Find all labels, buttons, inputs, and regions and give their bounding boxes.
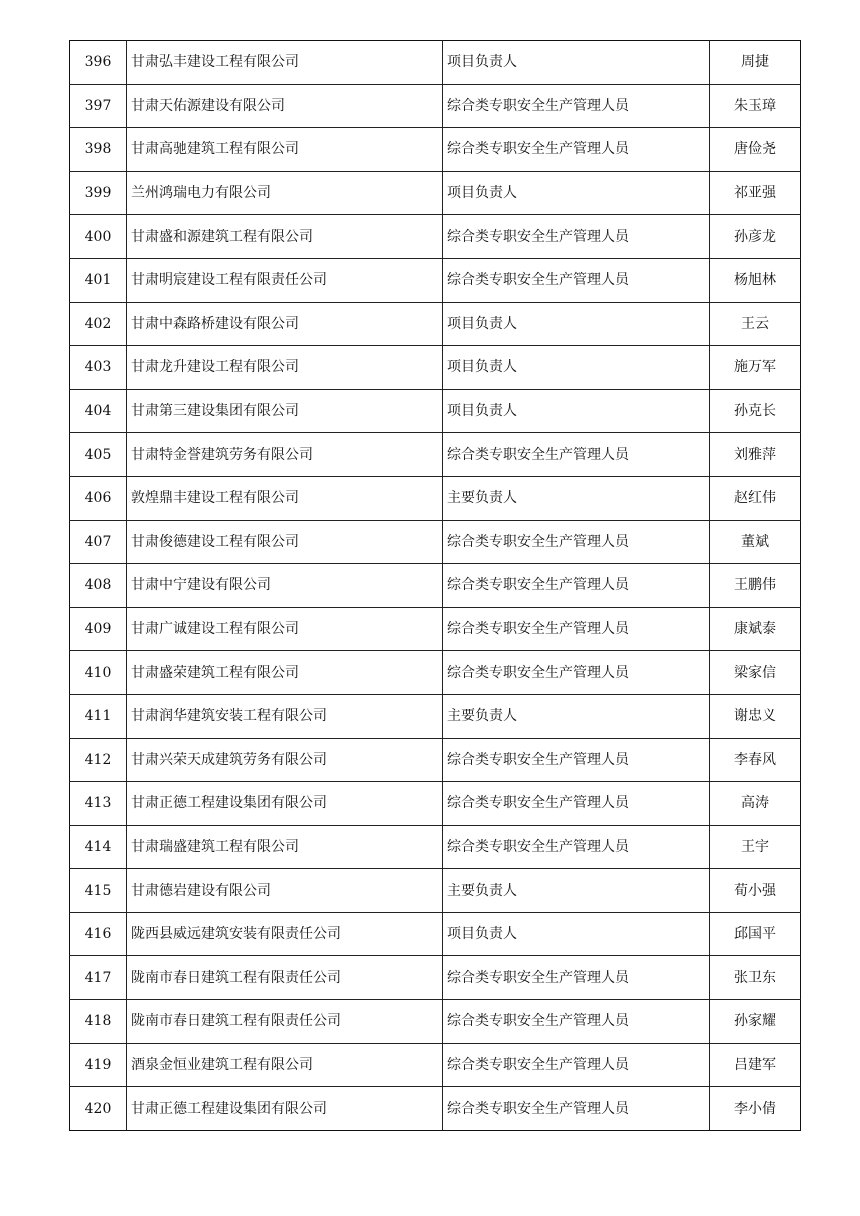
table-row [70, 389, 801, 433]
row-number-cell: 399 [70, 171, 127, 215]
table-row [70, 782, 801, 826]
company-cell: 甘肃润华建筑安装工程有限公司 [127, 694, 443, 738]
row-number-cell: 406 [70, 476, 127, 520]
company-cell: 甘肃正德工程建设集团有限公司 [127, 782, 443, 826]
company-cell: 甘肃广诚建设工程有限公司 [127, 607, 443, 651]
person-name-cell: 孙彦龙 [710, 215, 801, 259]
role-cell: 综合类专职安全生产管理人员 [443, 1087, 710, 1131]
company-cell: 陇南市春日建筑工程有限责任公司 [127, 956, 443, 1000]
role-cell: 主要负责人 [443, 476, 710, 520]
person-name-cell: 祁亚强 [710, 171, 801, 215]
table-row [70, 302, 801, 346]
table-row [70, 476, 801, 520]
row-number-cell: 397 [70, 84, 127, 128]
row-number-cell: 402 [70, 302, 127, 346]
row-number-cell: 417 [70, 956, 127, 1000]
row-number-cell: 419 [70, 1043, 127, 1087]
role-cell: 综合类专职安全生产管理人员 [443, 520, 710, 564]
person-name-cell: 朱玉璋 [710, 84, 801, 128]
role-cell: 综合类专职安全生产管理人员 [443, 738, 710, 782]
table-row [70, 607, 801, 651]
table-row [70, 1043, 801, 1087]
table-row [70, 1087, 801, 1131]
role-cell: 综合类专职安全生产管理人员 [443, 128, 710, 172]
table-row [70, 128, 801, 172]
table-row [70, 84, 801, 128]
row-number-cell: 411 [70, 694, 127, 738]
row-number-cell: 415 [70, 869, 127, 913]
role-cell: 项目负责人 [443, 389, 710, 433]
table-row [70, 651, 801, 695]
table-row [70, 912, 801, 956]
role-cell: 项目负责人 [443, 41, 710, 85]
table-row [70, 825, 801, 869]
row-number-cell: 403 [70, 346, 127, 390]
person-name-cell: 施万军 [710, 346, 801, 390]
person-name-cell: 荀小强 [710, 869, 801, 913]
role-cell: 综合类专职安全生产管理人员 [443, 1000, 710, 1044]
role-cell: 综合类专职安全生产管理人员 [443, 1043, 710, 1087]
personnel-table [69, 40, 801, 1131]
company-cell: 酒泉金恒业建筑工程有限公司 [127, 1043, 443, 1087]
company-cell: 甘肃特金誉建筑劳务有限公司 [127, 433, 443, 477]
row-number-cell: 408 [70, 564, 127, 608]
role-cell: 主要负责人 [443, 869, 710, 913]
table-row [70, 1000, 801, 1044]
company-cell: 甘肃盛荣建筑工程有限公司 [127, 651, 443, 695]
role-cell: 主要负责人 [443, 694, 710, 738]
role-cell: 综合类专职安全生产管理人员 [443, 825, 710, 869]
role-cell: 综合类专职安全生产管理人员 [443, 215, 710, 259]
row-number-cell: 416 [70, 912, 127, 956]
company-cell: 甘肃龙升建设工程有限公司 [127, 346, 443, 390]
person-name-cell: 周捷 [710, 41, 801, 85]
row-number-cell: 401 [70, 258, 127, 302]
role-cell: 综合类专职安全生产管理人员 [443, 607, 710, 651]
role-cell: 综合类专职安全生产管理人员 [443, 956, 710, 1000]
role-cell: 综合类专职安全生产管理人员 [443, 258, 710, 302]
person-name-cell: 董斌 [710, 520, 801, 564]
company-cell: 甘肃正德工程建设集团有限公司 [127, 1087, 443, 1131]
company-cell: 敦煌鼎丰建设工程有限公司 [127, 476, 443, 520]
row-number-cell: 407 [70, 520, 127, 564]
person-name-cell: 孙家耀 [710, 1000, 801, 1044]
company-cell: 甘肃盛和源建筑工程有限公司 [127, 215, 443, 259]
company-cell: 甘肃德岩建设有限公司 [127, 869, 443, 913]
table-row [70, 346, 801, 390]
role-cell: 综合类专职安全生产管理人员 [443, 433, 710, 477]
role-cell: 项目负责人 [443, 171, 710, 215]
person-name-cell: 张卫东 [710, 956, 801, 1000]
role-cell: 项目负责人 [443, 912, 710, 956]
person-name-cell: 唐俭尧 [710, 128, 801, 172]
table-row [70, 41, 801, 85]
person-name-cell: 吕建军 [710, 1043, 801, 1087]
table-row [70, 433, 801, 477]
person-name-cell: 梁家信 [710, 651, 801, 695]
role-cell: 综合类专职安全生产管理人员 [443, 564, 710, 608]
person-name-cell: 李春风 [710, 738, 801, 782]
role-cell: 综合类专职安全生产管理人员 [443, 782, 710, 826]
company-cell: 甘肃中森路桥建设有限公司 [127, 302, 443, 346]
table-row [70, 869, 801, 913]
table-row [70, 520, 801, 564]
company-cell: 甘肃第三建设集团有限公司 [127, 389, 443, 433]
row-number-cell: 418 [70, 1000, 127, 1044]
row-number-cell: 409 [70, 607, 127, 651]
table-row [70, 215, 801, 259]
row-number-cell: 413 [70, 782, 127, 826]
person-name-cell: 赵红伟 [710, 476, 801, 520]
person-name-cell: 杨旭林 [710, 258, 801, 302]
company-cell: 兰州鸿瑞电力有限公司 [127, 171, 443, 215]
row-number-cell: 405 [70, 433, 127, 477]
table-row [70, 738, 801, 782]
company-cell: 甘肃瑞盛建筑工程有限公司 [127, 825, 443, 869]
person-name-cell: 邱国平 [710, 912, 801, 956]
company-cell: 甘肃天佑源建设有限公司 [127, 84, 443, 128]
row-number-cell: 420 [70, 1087, 127, 1131]
company-cell: 甘肃高驰建筑工程有限公司 [127, 128, 443, 172]
person-name-cell: 高涛 [710, 782, 801, 826]
person-name-cell: 王鹏伟 [710, 564, 801, 608]
row-number-cell: 400 [70, 215, 127, 259]
company-cell: 甘肃兴荣天成建筑劳务有限公司 [127, 738, 443, 782]
row-number-cell: 404 [70, 389, 127, 433]
person-name-cell: 康斌泰 [710, 607, 801, 651]
role-cell: 综合类专职安全生产管理人员 [443, 651, 710, 695]
row-number-cell: 398 [70, 128, 127, 172]
table-row [70, 694, 801, 738]
person-name-cell: 李小倩 [710, 1087, 801, 1131]
company-cell: 甘肃明宸建设工程有限责任公司 [127, 258, 443, 302]
row-number-cell: 410 [70, 651, 127, 695]
table-row [70, 171, 801, 215]
person-name-cell: 王云 [710, 302, 801, 346]
role-cell: 项目负责人 [443, 346, 710, 390]
company-cell: 陇西县威远建筑安装有限责任公司 [127, 912, 443, 956]
role-cell: 综合类专职安全生产管理人员 [443, 84, 710, 128]
person-name-cell: 谢忠义 [710, 694, 801, 738]
personnel-table-body [70, 41, 801, 1131]
role-cell: 项目负责人 [443, 302, 710, 346]
company-cell: 甘肃弘丰建设工程有限公司 [127, 41, 443, 85]
table-row [70, 956, 801, 1000]
row-number-cell: 412 [70, 738, 127, 782]
person-name-cell: 刘雅萍 [710, 433, 801, 477]
company-cell: 陇南市春日建筑工程有限责任公司 [127, 1000, 443, 1044]
row-number-cell: 396 [70, 41, 127, 85]
company-cell: 甘肃俊德建设工程有限公司 [127, 520, 443, 564]
row-number-cell: 414 [70, 825, 127, 869]
table-row [70, 564, 801, 608]
company-cell: 甘肃中宁建设有限公司 [127, 564, 443, 608]
table-row [70, 258, 801, 302]
person-name-cell: 孙克长 [710, 389, 801, 433]
person-name-cell: 王宇 [710, 825, 801, 869]
